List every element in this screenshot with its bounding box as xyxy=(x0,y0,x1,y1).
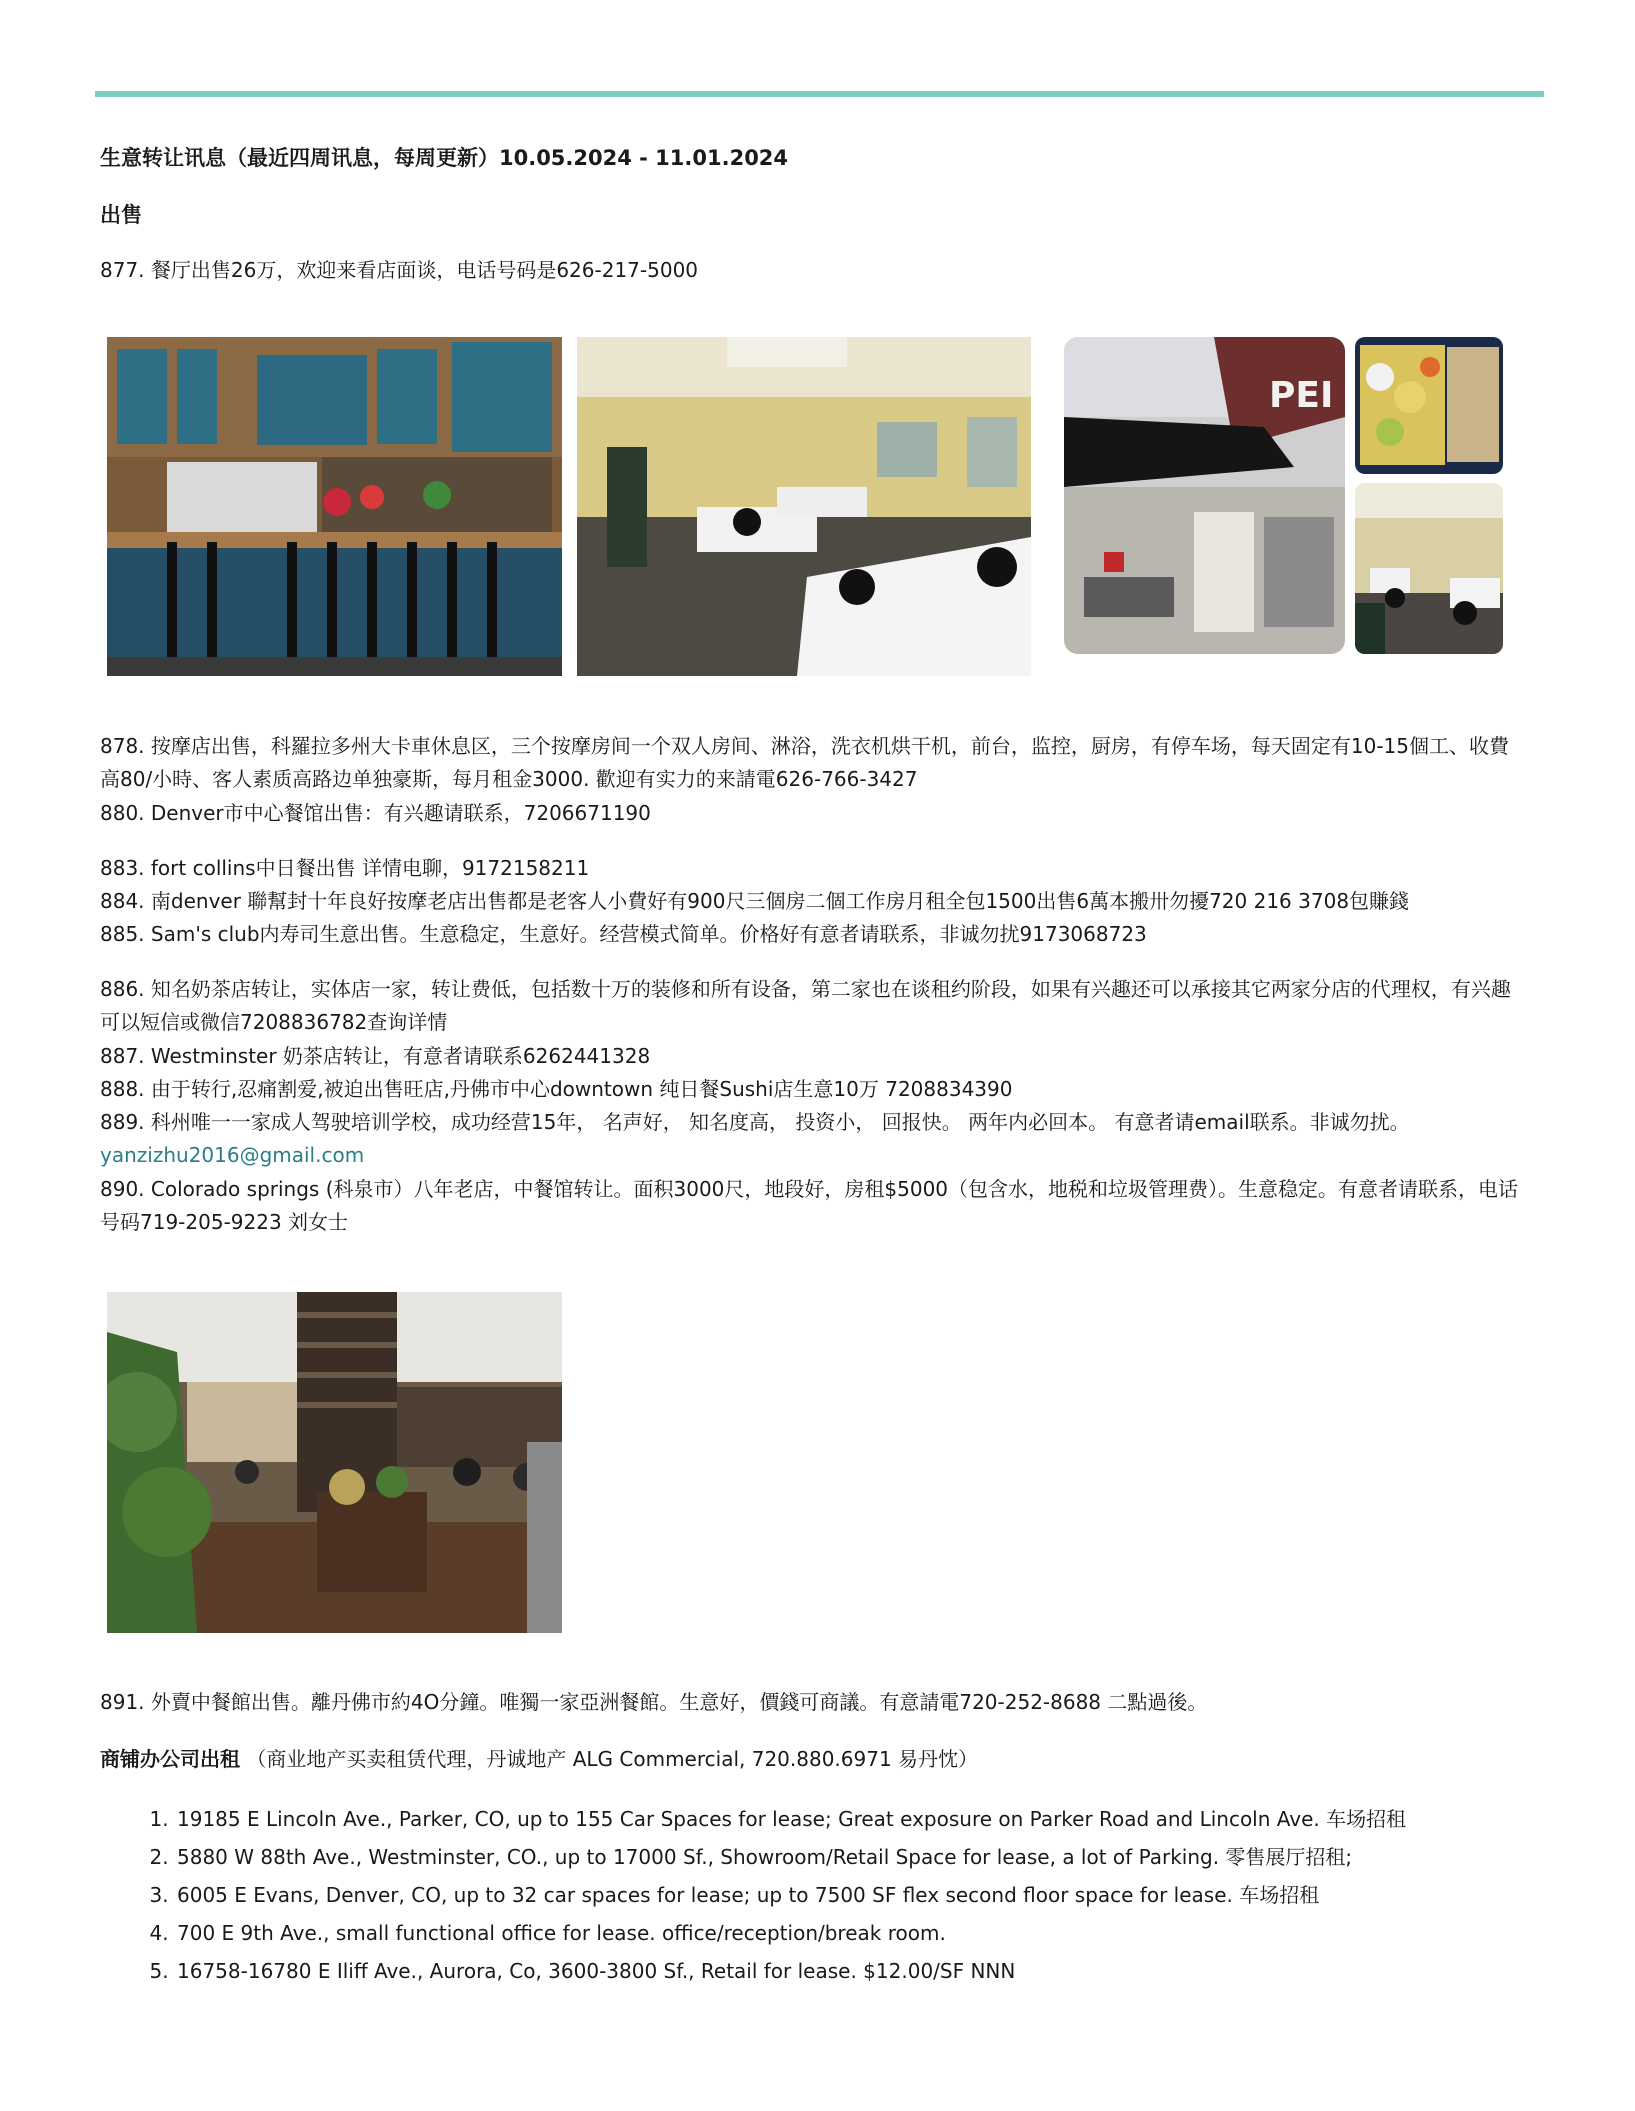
listing-889 xyxy=(100,1106,1520,1172)
listing-889-email-link[interactable]: yanzizhu2016@gmail.com xyxy=(100,1143,365,1167)
lease-heading-line xyxy=(100,1743,1520,1776)
lease-item: 4. 700 E 9th Ave., small functional office for lease. office/reception/break room. xyxy=(175,1914,1575,1952)
lease-item: 5. 16758-16780 E Iliff Ave., Aurora, Co, 3600-3800 Sf., Retail for lease. $12.00/SF NNN xyxy=(175,1952,1575,1990)
listing-887: 887. Westminster 奶茶店转让，有意者请联系6262441328 xyxy=(100,1044,651,1068)
photo-restaurant-bar xyxy=(107,337,562,676)
lease-heading: 商铺办公司出租 xyxy=(100,1747,240,1771)
lease-item: 2. 5880 W 88th Ave., Westminster, CO., up to 17000 Sf., Showroom/Retail Space for lease, a lot of Parking. 零售展厅招租; xyxy=(175,1838,1575,1876)
page-title: 生意转让讯息（最近四周讯息，每周更新）10.05.2024 - 11.01.2024 xyxy=(100,146,789,170)
lease-item: 1. 19185 E Lincoln Ave., Parker, CO, up to 155 Car Spaces for lease; Great exposure on Parker Road and Lincoln Ave. 车场招租 xyxy=(175,1800,1575,1838)
sale-heading: 出售 xyxy=(100,203,142,227)
photo-dining-room-small xyxy=(1355,483,1503,654)
storefront-sign: PEI xyxy=(1269,375,1334,416)
listing-888: 888. 由于转行,忍痛割爱,被迫出售旺店,丹佛市中心downtown 纯日餐Sushi店生意10万 7208834390 xyxy=(100,1077,1013,1101)
listing-889-text: 889. 科州唯一一家成人驾驶培训学校，成功经营15年， 名声好， 知名度高， 投资小， 回报快。 两年内必回本。 有意者请email联系。非诚勿扰。 xyxy=(100,1110,1410,1134)
listing-880: 880. Denver市中心餐馆出售：有兴趣请联系，7206671190 xyxy=(100,801,651,825)
listing-890: 890. Colorado springs (科泉市）八年老店，中餐馆转让。面积3000尺，地段好，房租$5000（包含水，地税和垃圾管理费）。生意稳定。有意者请联系，电话号码719-205-9223 刘女士 xyxy=(100,1177,1519,1234)
photo-dining-room xyxy=(577,337,1031,676)
top-accent-rule xyxy=(95,91,1544,97)
listing-883: 883. fort collins中日餐出售 详情电聊，9172158211 xyxy=(100,856,590,880)
lease-list xyxy=(100,1800,1575,1990)
lease-subheading: （商业地产买卖租赁代理，丹诚地产 ALG Commercial, 720.880.6971 易丹忱） xyxy=(246,1747,979,1771)
photo-food-dish xyxy=(1355,337,1503,474)
listing-891: 891. 外賣中餐館出售。離丹佛市約4O分鐘。唯獨一家亞洲餐館。生意好，價錢可商議。有意請電720-252-8688 二點過後。 xyxy=(100,1690,1208,1714)
photo-restaurant-interior xyxy=(107,1292,562,1633)
photo-storefront xyxy=(1064,337,1345,654)
lease-item: 3. 6005 E Evans, Denver, CO, up to 32 car spaces for lease; up to 7500 SF flex second floor space for lease. 车场招租 xyxy=(175,1876,1575,1914)
listing-884: 884. 南denver 聯幫封十年良好按摩老店出售都是老客人小費好有900尺三個房二個工作房月租全包1500出售6萬本搬卅勿擾720 216 3708包賺錢 xyxy=(100,889,1410,913)
listing-878: 878. 按摩店出售，科羅拉多州大卡車休息区，三个按摩房间一个双人房间、淋浴，洗衣机烘干机，前台，监控，厨房，有停车场，每天固定有10-15個工、收費高80/小時、客人素质高路边单独豪斯，每月租金3000. 歡迎有实力的来請電626-766-3427 xyxy=(100,734,1510,791)
listing-877: 877. 餐厅出售26万，欢迎来看店面谈，电话号码是626-217-5000 xyxy=(100,258,699,282)
listing-886: 886. 知名奶茶店转让，实体店一家，转让费低，包括数十万的装修和所有设备，第二家也在谈租约阶段，如果有兴趣还可以承接其它两家分店的代理权，有兴趣可以短信或微信7208836782查询详情 xyxy=(100,977,1511,1034)
listing-885: 885. Sam's club内寿司生意出售。生意稳定，生意好。经营模式简单。价格好有意者请联系，非诚勿扰9173068723 xyxy=(100,922,1147,946)
